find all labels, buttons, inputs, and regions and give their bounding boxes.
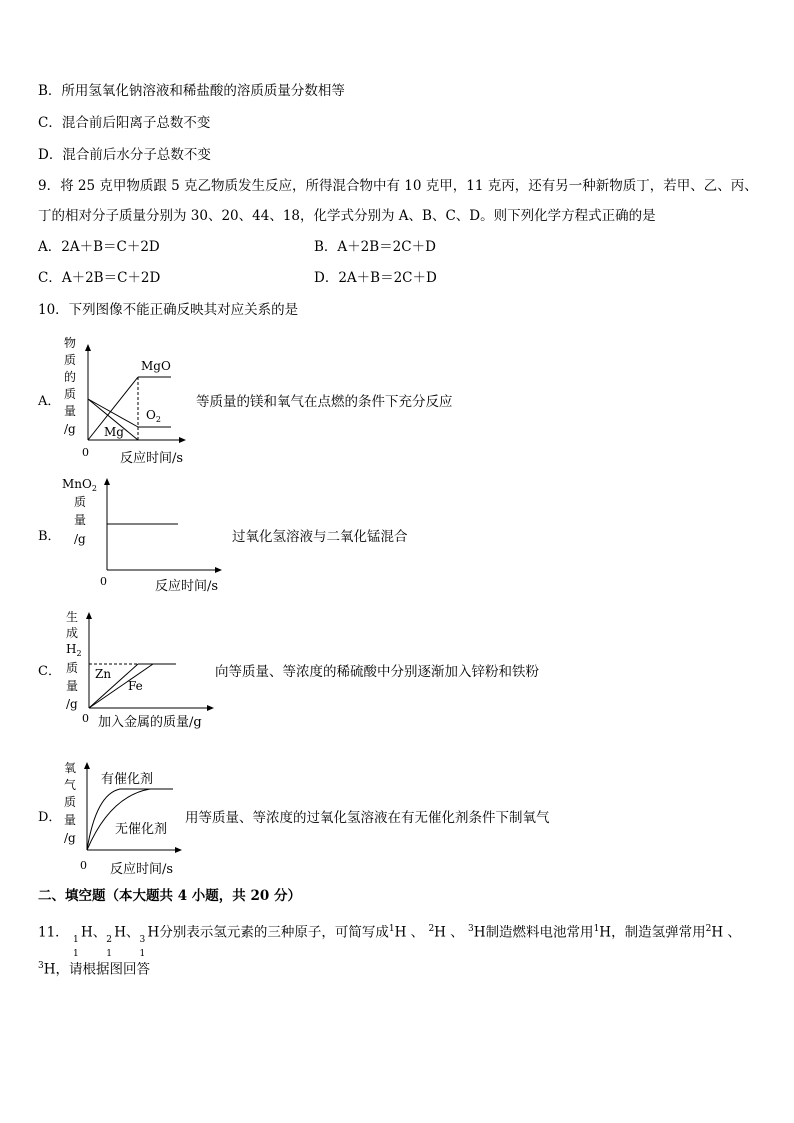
q10-stem: 10．下列图像不能正确反映其对应关系的是 (38, 302, 299, 318)
q10-a-curve-o2: $O_2$ (146, 408, 161, 424)
q10-d-ylabel-3: 量 (64, 813, 77, 827)
q8-option-b: B．所用氢氧化钠溶液和稀盐酸的溶质质量分数相等 (38, 83, 345, 99)
q10-c-curve-zn: Zn (95, 667, 112, 681)
q10-a-curve-mg: Mg (104, 425, 124, 439)
q10-a-ylabel-3: 质 (64, 387, 77, 401)
q10-c-ylabel-1: 成 (66, 626, 79, 640)
q10-d-letter: D． (38, 810, 62, 825)
q10-d-ylabel-4: /g (64, 831, 76, 845)
q10-a-xlabel: 反应时间/s (120, 451, 184, 466)
q10-c-xlabel: 加入金属的质量/g (98, 715, 202, 730)
q10-a-ylabel-0: 物 (64, 336, 77, 350)
q10-c-graph (58, 606, 218, 726)
q10-b-origin: 0 (100, 575, 107, 588)
q9-stem-line1: 9．将 25 克甲物质跟 5 克乙物质发生反应，所得混合物中有 10 克甲，11 克丙，还有另一种新物质丁，若甲、乙、丙、 (38, 178, 758, 194)
q8-option-c: C．混合前后阳离子总数不变 (38, 115, 211, 131)
q10-a-origin: 0 (82, 446, 89, 459)
q9-option-c: C．A＋2B＝C＋2D (38, 270, 161, 286)
q10-d-curve-without: 无催化剂 (115, 822, 168, 837)
section2-title: 二、填空题（本大题共 4 小题，共 20 分） (38, 888, 301, 904)
q9-option-a: A．2A＋B＝C＋2D (38, 239, 160, 255)
q8-option-d: D．混合前后水分子总数不变 (38, 147, 211, 163)
q10-b-ylabel-2: /g (74, 532, 86, 546)
q10-b-desc: 过氧化氢溶液与二氧化锰混合 (232, 529, 408, 545)
q10-d-ylabel-1: 气 (64, 778, 77, 792)
q10-a-letter: A． (38, 394, 61, 409)
q10-c-ylabel-2: 质 (66, 661, 79, 675)
q10-b-ylabel-0: 质 (74, 495, 87, 509)
q10-c-ylabel-4: /g (66, 697, 78, 711)
q10-d-xlabel: 反应时间/s (110, 862, 174, 877)
q10-c-letter: C． (38, 664, 61, 679)
q10-c-origin: 0 (82, 712, 89, 725)
q10-a-ylabel-1: 质 (64, 353, 77, 367)
q10-c-ylabel-h2: $H_2$ (66, 642, 82, 658)
q10-d-curve-with: 有催化剂 (101, 772, 154, 787)
q11-line2: $^3$H，请根据图回答 (38, 961, 151, 978)
q10-d-ylabel-0: 氧 (64, 761, 77, 775)
q10-b-xlabel: 反应时间/s (155, 579, 219, 594)
q9-stem-line2: 丁的相对分子质量分别为 30、20、44、18，化学式分别为 A、B、C、D。则下列化学方程式正确的是 (38, 208, 656, 224)
q10-a-ylabel-2: 的 (64, 370, 77, 384)
q10-d-desc: 用等质量、等浓度的过氧化氢溶液在有无催化剂条件下制氧气 (185, 810, 550, 826)
q10-b-ylabel-top: MnO$_2$ (62, 477, 97, 493)
q10-c-ylabel-3: 量 (66, 679, 79, 693)
q10-b-ylabel-1: 量 (74, 513, 87, 527)
q10-a-curve-mgo: MgO (141, 359, 171, 373)
q10-b-letter: B． (38, 529, 61, 544)
q10-a-graph (58, 330, 198, 465)
q10-c-desc: 向等质量、等浓度的稀硫酸中分别逐渐加入锌粉和铁粉 (215, 664, 539, 680)
q10-d-origin: 0 (80, 859, 87, 872)
q10-c-ylabel-0: 生 (66, 610, 79, 624)
q9-option-b: B．A＋2B＝2C＋D (314, 239, 436, 255)
q10-d-ylabel-2: 质 (64, 795, 77, 809)
q10-a-ylabel-5: /g (64, 422, 76, 436)
q10-a-desc: 等质量的镁和氧气在点燃的条件下充分反应 (196, 394, 453, 410)
q11-line1: 11． 1 1 H、 2 1 H、 3 1 H分别表示氢元素的三种原子，可简写成$^1$H 、 $^2$H 、 $^3$H制造燃料电池常用$^1$H，制造氢弹常用$^2$H 、 (38, 924, 741, 959)
q10-c-curve-fe: Fe (128, 679, 143, 693)
q10-a-ylabel-4: 量 (64, 404, 77, 418)
q9-option-d: D．2A＋B＝2C＋D (314, 270, 437, 286)
